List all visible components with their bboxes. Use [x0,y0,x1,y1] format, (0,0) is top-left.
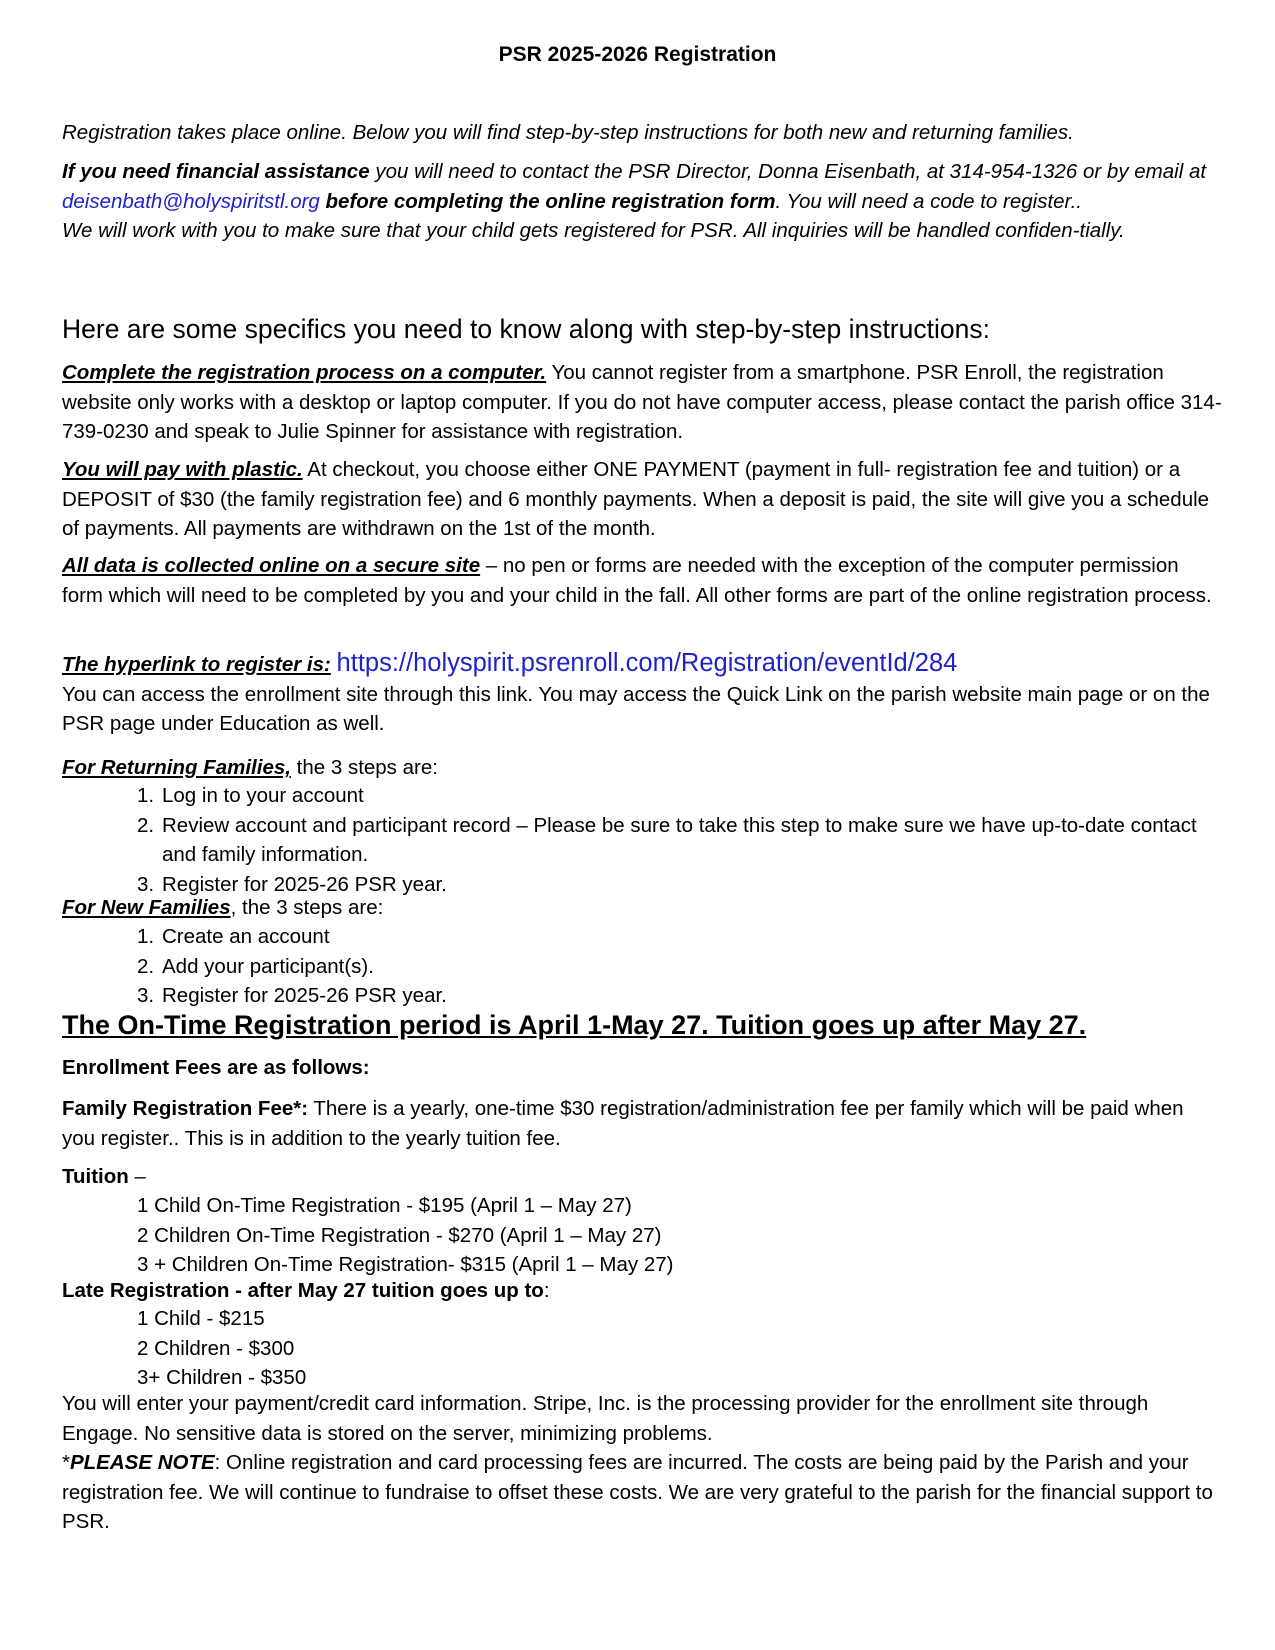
financial-text-2: . You will need a code to register.. [775,189,1083,213]
financial-assistance-paragraph [62,157,1222,246]
tuition-list [137,1191,1197,1280]
secure-paragraph [62,551,1222,610]
plastic-text: At checkout, you choose either ONE PAYMENT (payment in full- registration fee and tuition) or a DEPOSIT of $30 (the family registration fee) and 6 monthly payments. When a deposit is paid, the site will give you a schedule of payments. All payments are withdrawn on the 1st of the month. [62,458,1210,540]
hyperlink-paragraph [62,649,1222,739]
tuition-lead: Tuition [62,1165,129,1188]
tuition-dash: – [128,1165,146,1188]
new-families-lead: For New Families [62,896,231,919]
family-fee-paragraph [62,1094,1222,1153]
computer-lead: Complete the registration process on a computer. [62,361,547,384]
director-email-link[interactable]: deisenbath@holyspiritstl.org [62,189,320,213]
family-fee-lead: Family Registration Fee*: [62,1097,309,1120]
financial-text: you will need to contact the PSR Director, Donna Eisenbath, at 314-954-1326 or by email at [369,160,1207,183]
computer-paragraph [62,358,1222,447]
late-registration-heading [62,1276,1222,1306]
list-item: 3. Register for 2025-26 PSR year. [137,872,447,896]
tuition-heading [62,1162,1222,1192]
payment-info-text: You will enter your payment/credit card information. Stripe, Inc. is the processing provider for the enrollment site through Engage. No sensitive data is stored on the server, minimizing problems. [62,1392,1149,1445]
list-item: 3 + Children On-Time Registration- $315 (April 1 – May 27) [137,1253,674,1276]
returning-steps-list [137,781,1197,899]
list-item: 3. Register for 2025-26 PSR year. [137,984,447,1007]
secure-text: – no pen or forms are needed with the exception of the computer permission form which will need to be completed by you and your child in the fall. All other forms are part of the online registration process. [62,554,1212,607]
payment-info-paragraph [62,1389,1222,1537]
list-item: 3+ Children - $350 [137,1366,307,1389]
financial-bold: before completing the online registration form [319,189,776,213]
plastic-paragraph [62,455,1222,544]
new-families-heading [62,893,1222,923]
list-item: 1 Child On-Time Registration - $195 (April 1 – May 27) [137,1194,632,1217]
list-item: 2. Add your participant(s). [137,954,374,978]
hyperlink-text: You can access the enrollment site through this link. You may access the Quick Link on the parish website main page or on the PSR page under Education as well. [62,682,1210,735]
list-item: 2. Review account and participant record – Please be sure to take this step to make sure we have up-to-date contact and family information. [137,813,1197,866]
list-item: 1. Log in to your account [137,784,364,807]
specifics-heading: Here are some specifics you need to know along with step-by-step instructions: [62,314,990,344]
late-lead: Late Registration - after May 27 tuition goes up to [62,1279,544,1302]
fees-heading: Enrollment Fees are as follows: [62,1056,370,1079]
note-lead: PLEASE NOTE [69,1451,215,1474]
note-text: : Online registration and card processing fees are incurred. The costs are being paid by the Parish and your registration fee. We will continue to fundraise to offset these costs. We are very grateful to the parish for the financial support to PSR. [62,1451,1213,1533]
returning-families-heading [62,753,1222,783]
financial-text-3: We will work with you to make sure that your child gets registered for PSR. All inquiries will be handled confiden-tially. [62,219,1125,242]
hyperlink-lead: The hyperlink to register is: [62,653,331,676]
financial-lead: If you need financial assistance [62,160,370,183]
intro-paragraph: Registration takes place online. Below you will find step-by-step instructions for both new and returning families. [62,121,1074,144]
note-star: * [62,1451,70,1474]
new-families-steps-list [137,922,1197,1011]
late-colon: : [543,1279,550,1302]
returning-lead: For Returning Families, [62,756,291,779]
family-fee-text: There is a yearly, one-time $30 registration/administration fee per family which will be paid when you register.. This is in addition to the yearly tuition fee. [62,1097,1184,1150]
plastic-lead: You will pay with plastic. [62,458,303,481]
ontime-registration-banner: The On-Time Registration period is April 1-May 27. Tuition goes up after May 27. [62,1010,1087,1040]
secure-lead: All data is collected online on a secure site [62,554,481,577]
late-fees-list [137,1304,1197,1393]
new-families-text: , the 3 steps are: [230,896,384,919]
list-item: 1 Child - $215 [137,1307,265,1330]
list-item: 1. Create an account [137,925,330,948]
list-item: 2 Children On-Time Registration - $270 (April 1 – May 27) [137,1223,662,1247]
computer-text: You cannot register from a smartphone. PSR Enroll, the registration website only works with a desktop or laptop computer. If you do not have computer access, please contact the parish office 314-739-0230 and speak to Julie Spinner for assistance with registration. [62,361,1222,443]
list-item: 2 Children - $300 [137,1336,295,1360]
returning-text: the 3 steps are: [290,756,438,779]
page-title: PSR 2025-2026 Registration [498,43,777,66]
registration-url-link[interactable]: https://holyspirit.psrenroll.com/Registration/eventId/284 [336,649,958,677]
